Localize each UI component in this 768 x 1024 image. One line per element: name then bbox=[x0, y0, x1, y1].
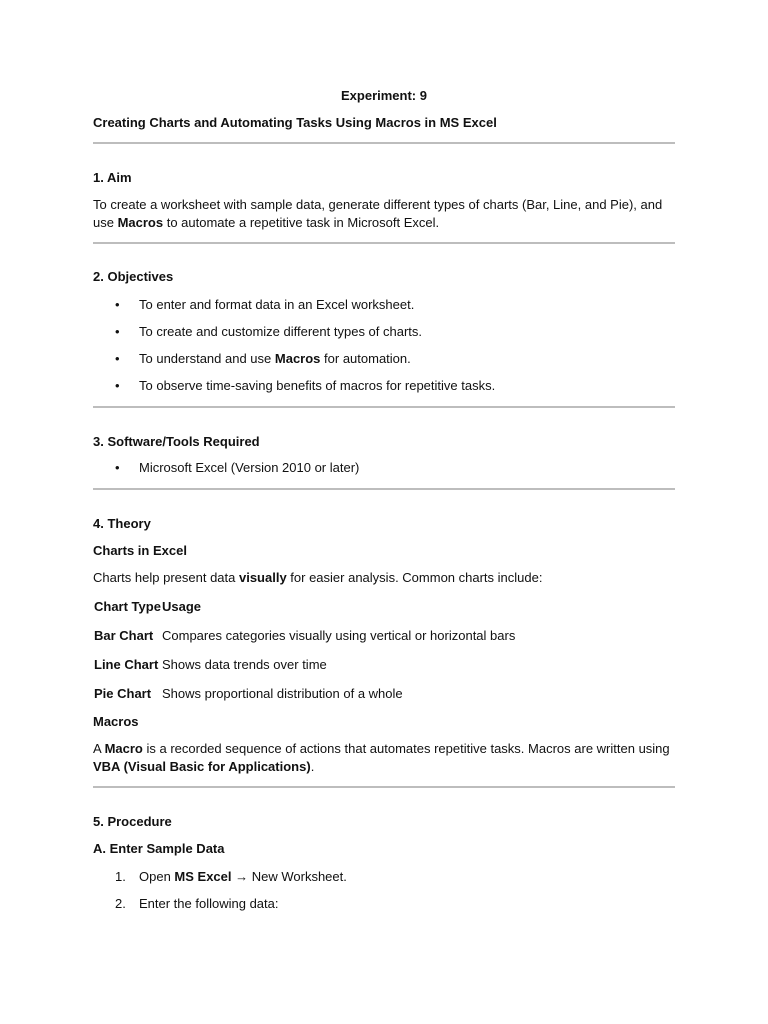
aim-line-2 bbox=[93, 214, 683, 232]
table-cell-type: Bar Chart bbox=[94, 628, 154, 643]
software-heading: 3. Software/Tools Required bbox=[93, 434, 260, 449]
table-cell-type: Pie Chart bbox=[94, 686, 152, 701]
aim-paragraph bbox=[93, 196, 683, 232]
divider bbox=[93, 488, 675, 490]
aim-line-1: To create a worksheet with sample data, generate different types of charts (Bar, Line, and Pie), and bbox=[93, 197, 663, 212]
objective-item: To observe time-saving benefits of macros for repetitive tasks. bbox=[139, 378, 496, 393]
divider bbox=[93, 242, 675, 244]
bullet-icon: • bbox=[115, 324, 120, 339]
procedure-subheading: A. Enter Sample Data bbox=[93, 841, 225, 856]
charts-subheading: Charts in Excel bbox=[93, 543, 187, 558]
charts-intro: Charts help present data visually for easier analysis. Common charts include: bbox=[93, 570, 543, 585]
aim-text: use bbox=[93, 215, 118, 230]
macros-subheading: Macros bbox=[93, 714, 139, 729]
bullet-icon: • bbox=[115, 378, 120, 393]
step-number: 1. bbox=[115, 869, 126, 884]
step-number: 2. bbox=[115, 896, 126, 911]
bullet-icon: • bbox=[115, 351, 120, 366]
procedure-step: Enter the following data: bbox=[139, 896, 279, 911]
objectives-heading: 2. Objectives bbox=[93, 269, 174, 284]
procedure-step: Open MS Excel → New Worksheet. bbox=[139, 869, 347, 884]
objective-item: To create and customize different types of charts. bbox=[139, 324, 423, 339]
table-cell-type: Line Chart bbox=[94, 657, 159, 672]
divider bbox=[93, 786, 675, 788]
bullet-icon: • bbox=[115, 297, 120, 312]
table-cell-usage: Shows data trends over time bbox=[162, 657, 327, 672]
aim-bold-macros: Macros bbox=[117, 215, 164, 230]
theory-heading: 4. Theory bbox=[93, 516, 151, 531]
table-cell-usage: Compares categories visually using vertical or horizontal bars bbox=[162, 628, 516, 643]
procedure-heading: 5. Procedure bbox=[93, 814, 172, 829]
document-title: Creating Charts and Automating Tasks Using Macros in MS Excel bbox=[93, 115, 497, 130]
experiment-number: Experiment: 9 bbox=[341, 88, 427, 103]
macro-paragraph: A Macro is a recorded sequence of actions that automates repetitive tasks. Macros are written using VBA (Visual Basic for Applications). bbox=[93, 741, 670, 774]
divider bbox=[93, 142, 675, 144]
table-cell-usage: Shows proportional distribution of a whole bbox=[162, 686, 403, 701]
table-header-usage: Usage bbox=[162, 599, 202, 614]
aim-text: to automate a repetitive task in Microsoft Excel. bbox=[163, 215, 440, 230]
objective-item: To enter and format data in an Excel worksheet. bbox=[139, 297, 415, 312]
divider bbox=[93, 406, 675, 408]
table-header-chart-type: Chart Type bbox=[94, 599, 161, 614]
bullet-icon: • bbox=[115, 460, 120, 475]
software-item: Microsoft Excel (Version 2010 or later) bbox=[139, 460, 360, 475]
objective-item: To understand and use Macros for automation. bbox=[139, 351, 411, 366]
aim-heading: 1. Aim bbox=[93, 170, 132, 185]
